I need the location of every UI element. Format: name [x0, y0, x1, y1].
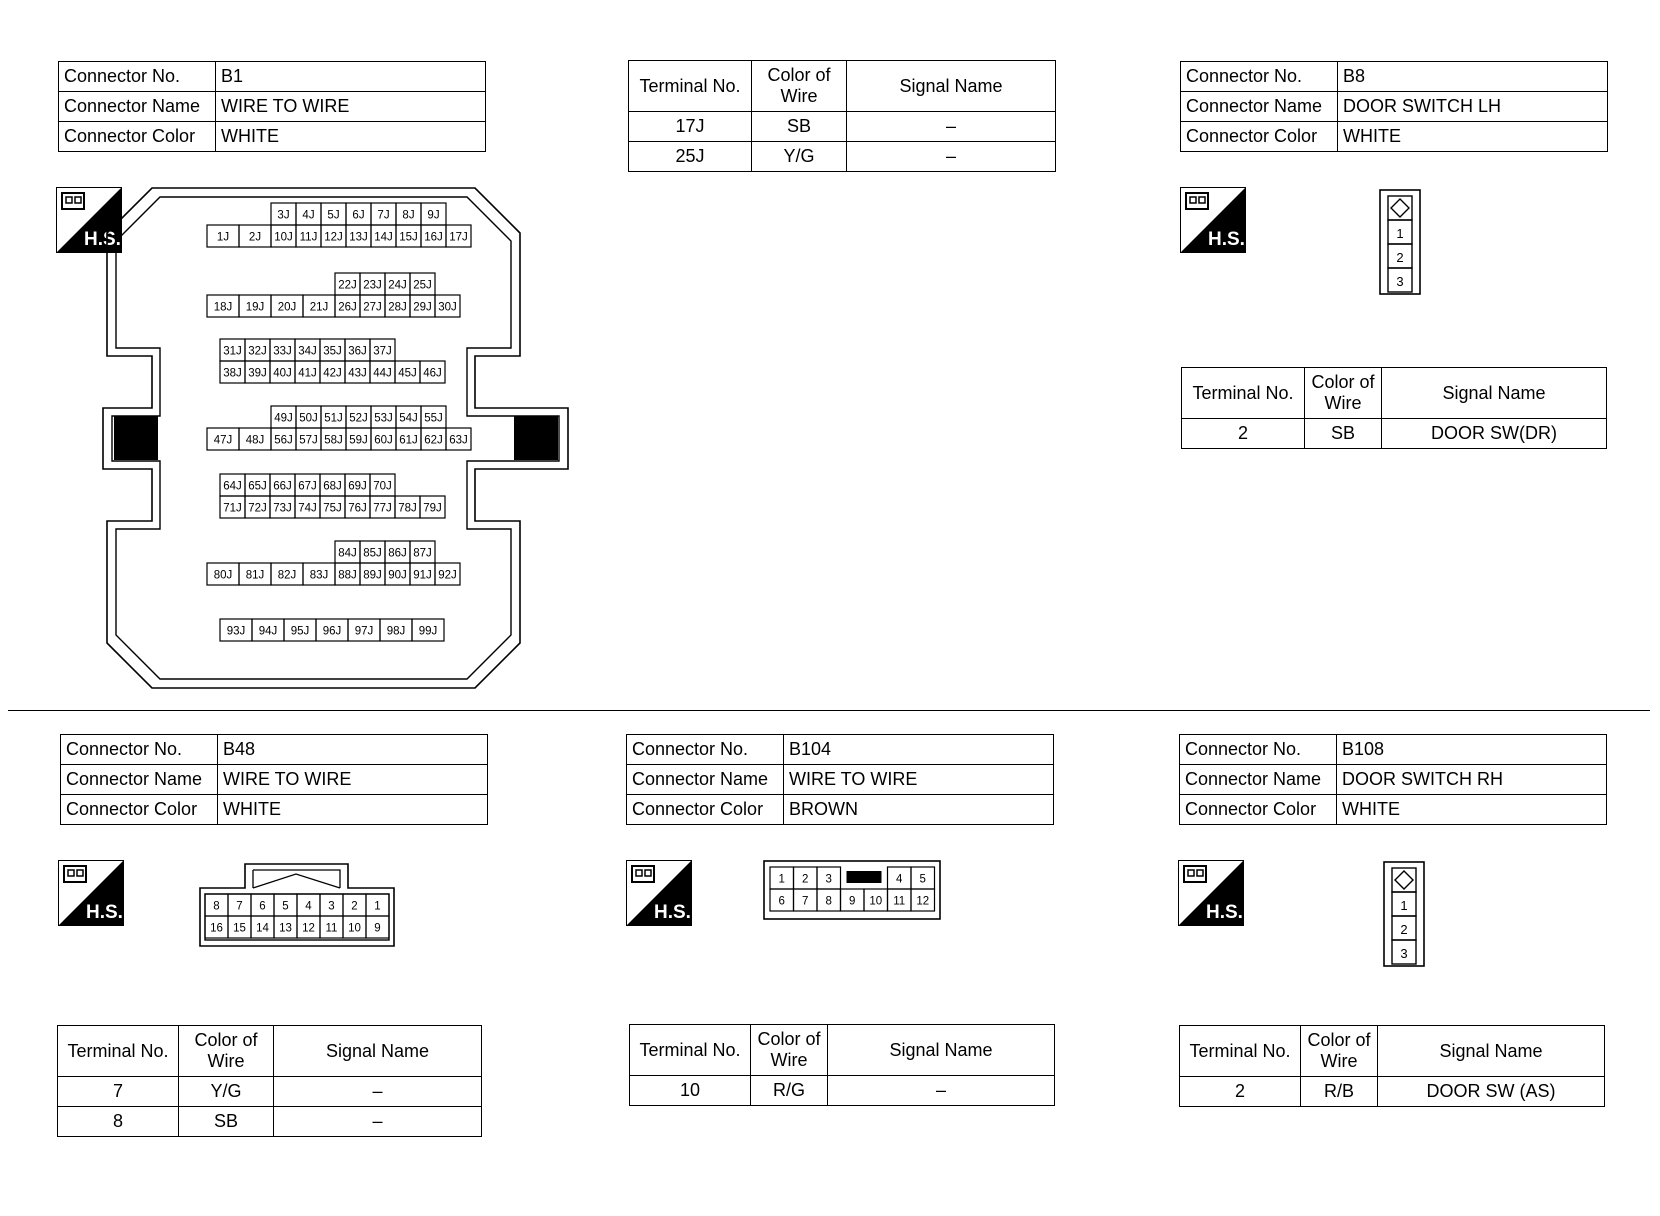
table-row	[58, 1077, 482, 1107]
table-row	[630, 1076, 1055, 1106]
pin-label: 25J	[413, 279, 432, 292]
connector-color-label: Connector Color	[61, 795, 218, 825]
signal-name-cell: –	[847, 142, 1056, 172]
hs-label: H.S.	[86, 902, 123, 923]
pin-label: 90J	[388, 569, 407, 582]
pin-label: 45J	[398, 367, 417, 380]
table-row	[58, 1107, 482, 1137]
terminal-no-cell: 7	[58, 1077, 179, 1107]
pin-label: 15	[233, 922, 246, 935]
pin-label: 16J	[424, 231, 443, 244]
pin-label: 22J	[338, 279, 357, 292]
connector-color-label: Connector Color	[59, 122, 216, 152]
pin-label: 21J	[309, 301, 329, 314]
pin-label: 73J	[273, 502, 292, 515]
pin-label: 94J	[258, 625, 278, 638]
pin-label: 19J	[245, 301, 265, 314]
pin-label: 63J	[449, 434, 468, 447]
pin-label: 50J	[299, 412, 318, 425]
wire-color-cell: R/G	[751, 1076, 828, 1106]
b1-connector-face	[100, 185, 575, 693]
pin-label: 47J	[213, 434, 233, 447]
pin-label: 2	[1396, 250, 1404, 265]
pin-label: 58J	[324, 434, 343, 447]
connector-color-label: Connector Color	[1180, 795, 1337, 825]
hs-icon	[1180, 187, 1246, 253]
pin-label: 15J	[399, 231, 418, 244]
pin-label: 69J	[348, 480, 367, 493]
pin-label: 32J	[248, 345, 267, 358]
pin-label: 74J	[298, 502, 317, 515]
b8-terminal-table	[1181, 367, 1607, 449]
pin-label: 16	[210, 922, 223, 935]
connector-no-value: B108	[1337, 735, 1607, 765]
b48-terminal-table	[57, 1025, 482, 1137]
pin-label: 12	[302, 922, 315, 935]
terminal-no-header: Terminal No.	[629, 61, 752, 112]
connector-no-value: B104	[784, 735, 1054, 765]
pin-label: 10J	[274, 231, 293, 244]
pin-label: 3J	[277, 209, 290, 222]
b48-pin-grid	[205, 894, 389, 938]
signal-name-header: Signal Name	[1378, 1026, 1605, 1077]
connector-no-label: Connector No.	[627, 735, 784, 765]
b104-info-table	[626, 734, 1054, 825]
pin-label: 14J	[374, 231, 393, 244]
connector-name-value: WIRE TO WIRE	[216, 92, 486, 122]
color-of-wire-header: Color of Wire	[1305, 368, 1382, 419]
terminal-no-cell: 10	[630, 1076, 751, 1106]
pin-label: 88J	[338, 569, 357, 582]
pin-label: 1	[778, 873, 785, 886]
pin-label: 7	[236, 900, 243, 913]
pin-label: 56J	[274, 434, 293, 447]
pin-label: 78J	[398, 502, 417, 515]
pin-label: 71J	[223, 502, 242, 515]
signal-name-cell: –	[847, 112, 1056, 142]
pin-label: 14	[256, 922, 269, 935]
pin-label: 12	[916, 895, 930, 908]
pin-label: 4	[305, 900, 312, 913]
pin-label: 36J	[348, 345, 367, 358]
pin-label: 86J	[388, 547, 407, 560]
pin-label: 9	[374, 922, 381, 935]
connector-no-label: Connector No.	[1181, 62, 1338, 92]
pin-label: 46J	[423, 367, 442, 380]
wire-color-cell: SB	[752, 112, 847, 142]
pin-label: 66J	[273, 480, 292, 493]
pin-label: 3	[328, 900, 335, 913]
pin-label: 42J	[323, 367, 342, 380]
pin-label: 10	[348, 922, 361, 935]
b48-info-table	[60, 734, 488, 825]
connector-no-value: B48	[218, 735, 488, 765]
connector-name-label: Connector Name	[61, 765, 218, 795]
connector-name-label: Connector Name	[1181, 92, 1338, 122]
wire-color-cell: Y/G	[179, 1077, 274, 1107]
pin-label: 61J	[399, 434, 418, 447]
pin-label: 1	[1400, 898, 1408, 913]
table-row	[629, 112, 1056, 142]
color-of-wire-header: Color of Wire	[751, 1025, 828, 1076]
terminal-no-cell: 17J	[629, 112, 752, 142]
pin-label: 6J	[352, 209, 365, 222]
hs-icon	[58, 860, 124, 926]
pin-label: 5	[919, 873, 926, 886]
b104-connector-face	[762, 859, 942, 921]
pin-label: 8	[213, 900, 220, 913]
pin-label: 4	[896, 873, 903, 886]
color-of-wire-header: Color of Wire	[1301, 1026, 1378, 1077]
hs-label: H.S.	[1208, 229, 1245, 250]
terminal-no-header: Terminal No.	[1180, 1026, 1301, 1077]
pin-label: 31J	[223, 345, 242, 358]
pin-label: 53J	[374, 412, 393, 425]
pin-label: 1	[374, 900, 381, 913]
pin-label: 35J	[323, 345, 342, 358]
pin-label: 27J	[363, 301, 382, 314]
pin-label: 84J	[338, 547, 357, 560]
pin-label: 62J	[424, 434, 443, 447]
pin-label: 6	[778, 895, 785, 908]
pin-label: 97J	[354, 625, 374, 638]
terminal-no-header: Terminal No.	[58, 1026, 179, 1077]
terminal-no-header: Terminal No.	[1182, 368, 1305, 419]
color-of-wire-header: Color of Wire	[179, 1026, 274, 1077]
pin-label: 7J	[377, 209, 390, 222]
pin-label: 5J	[327, 209, 340, 222]
signal-name-header: Signal Name	[274, 1026, 482, 1077]
signal-name-cell: –	[828, 1076, 1055, 1106]
pin-label: 83J	[309, 569, 329, 582]
pin-label: 2	[1400, 922, 1408, 937]
b1-info-table	[58, 61, 486, 152]
signal-name-header: Signal Name	[847, 61, 1056, 112]
pin-label: 64J	[223, 480, 242, 493]
pin-label: 67J	[298, 480, 317, 493]
pin-label: 2J	[248, 231, 262, 244]
pin-label: 70J	[373, 480, 392, 493]
connector-color-value: WHITE	[218, 795, 488, 825]
signal-name-cell: –	[274, 1077, 482, 1107]
pin-label: 10	[869, 895, 883, 908]
pin-label: 85J	[363, 547, 382, 560]
connector-no-label: Connector No.	[59, 62, 216, 92]
pin-label: 34J	[298, 345, 317, 358]
hs-icon	[626, 860, 692, 926]
terminal-no-cell: 2	[1182, 419, 1305, 449]
pin-label: 95J	[290, 625, 310, 638]
connector-color-value: WHITE	[216, 122, 486, 152]
connector-color-value: WHITE	[1338, 122, 1608, 152]
pin-label: 6	[259, 900, 266, 913]
connector-no-value: B1	[216, 62, 486, 92]
hs-icon	[1178, 860, 1244, 926]
pin-label: 65J	[248, 480, 267, 493]
pin-label: 76J	[348, 502, 367, 515]
connector-name-label: Connector Name	[59, 92, 216, 122]
wire-color-cell: SB	[1305, 419, 1382, 449]
pin-label: 99J	[418, 625, 438, 638]
pin-label: 28J	[388, 301, 407, 314]
pin-label: 92J	[438, 569, 457, 582]
pin-label: 5	[282, 900, 289, 913]
terminal-no-cell: 2	[1180, 1077, 1301, 1107]
pin-label: 91J	[413, 569, 432, 582]
table-row	[629, 142, 1056, 172]
terminal-no-header: Terminal No.	[630, 1025, 751, 1076]
signal-name-cell: DOOR SW (AS)	[1378, 1077, 1605, 1107]
table-row	[1182, 419, 1607, 449]
pin-label: 13J	[349, 231, 368, 244]
b1-lock-left	[114, 416, 158, 460]
pin-label: 39J	[248, 367, 267, 380]
hs-label: H.S.	[654, 902, 691, 923]
b1-lock-right	[514, 416, 558, 460]
b104-terminal-table	[629, 1024, 1055, 1106]
pin-label: 2	[351, 900, 358, 913]
pin-label: 18J	[213, 301, 233, 314]
connector-name-value: DOOR SWITCH LH	[1338, 92, 1608, 122]
pin-label: 23J	[363, 279, 382, 292]
pin-label: 75J	[323, 502, 342, 515]
connector-name-label: Connector Name	[627, 765, 784, 795]
pin-label: 54J	[399, 412, 418, 425]
blocked-cavity	[847, 871, 882, 883]
connector-color-value: WHITE	[1337, 795, 1607, 825]
b1-terminal-table	[628, 60, 1056, 172]
pin-label: 68J	[323, 480, 342, 493]
b48-connector-face	[198, 862, 398, 948]
pin-label: 20J	[277, 301, 297, 314]
pin-label: 13	[279, 922, 292, 935]
pin-label: 87J	[413, 547, 432, 560]
pin-label: 43J	[348, 367, 367, 380]
connector-color-label: Connector Color	[1181, 122, 1338, 152]
b8-info-table	[1180, 61, 1608, 152]
pin-label: 79J	[423, 502, 442, 515]
pin-label: 93J	[226, 625, 246, 638]
connector-name-value: WIRE TO WIRE	[784, 765, 1054, 795]
connector-name-value: WIRE TO WIRE	[218, 765, 488, 795]
pin-label: 1	[1396, 226, 1404, 241]
wire-color-cell: Y/G	[752, 142, 847, 172]
connector-no-label: Connector No.	[61, 735, 218, 765]
pin-label: 44J	[373, 367, 392, 380]
b8-connector-face	[1378, 188, 1422, 296]
pin-label: 30J	[438, 301, 457, 314]
hs-label: H.S.	[84, 229, 121, 250]
pin-label: 26J	[338, 301, 357, 314]
pin-label: 81J	[245, 569, 265, 582]
table-row	[1180, 1077, 1605, 1107]
pin-label: 57J	[299, 434, 318, 447]
pin-label: 17J	[449, 231, 468, 244]
pin-label: 9	[849, 895, 856, 908]
pin-label: 48J	[245, 434, 265, 447]
pin-label: 11	[893, 895, 906, 908]
pin-label: 29J	[413, 301, 432, 314]
pin-label: 52J	[349, 412, 368, 425]
pin-label: 59J	[349, 434, 368, 447]
pin-label: 96J	[322, 625, 342, 638]
pin-label: 98J	[386, 625, 406, 638]
pin-label: 3	[825, 873, 832, 886]
pin-label: 77J	[373, 502, 392, 515]
wire-color-cell: SB	[179, 1107, 274, 1137]
hs-label: H.S.	[1206, 902, 1243, 923]
pin-label: 89J	[363, 569, 382, 582]
pin-label: 1J	[216, 231, 230, 244]
pin-label: 38J	[223, 367, 242, 380]
color-of-wire-header: Color of Wire	[752, 61, 847, 112]
pin-label: 82J	[277, 569, 297, 582]
pin-label: 4J	[302, 209, 315, 222]
pin-label: 3	[1400, 946, 1408, 961]
pin-label: 11	[325, 922, 338, 935]
signal-name-header: Signal Name	[1382, 368, 1607, 419]
pin-label: 2	[802, 873, 809, 886]
connector-color-value: BROWN	[784, 795, 1054, 825]
pin-label: 7	[802, 895, 809, 908]
terminal-no-cell: 8	[58, 1107, 179, 1137]
connector-no-label: Connector No.	[1180, 735, 1337, 765]
pin-label: 8	[825, 895, 832, 908]
signal-name-cell: –	[274, 1107, 482, 1137]
signal-name-header: Signal Name	[828, 1025, 1055, 1076]
pin-label: 9J	[427, 209, 440, 222]
connector-name-label: Connector Name	[1180, 765, 1337, 795]
pin-label: 24J	[388, 279, 407, 292]
b108-connector-face	[1382, 860, 1426, 968]
connector-no-value: B8	[1338, 62, 1608, 92]
pin-label: 55J	[424, 412, 443, 425]
connector-name-value: DOOR SWITCH RH	[1337, 765, 1607, 795]
b1-pin-grid	[207, 203, 471, 641]
b104-pin-grid	[770, 867, 935, 911]
pin-label: 72J	[248, 502, 267, 515]
pin-label: 33J	[273, 345, 292, 358]
section-divider	[8, 710, 1650, 711]
pin-label: 12J	[324, 231, 343, 244]
pin-label: 8J	[402, 209, 415, 222]
pin-label: 80J	[213, 569, 233, 582]
pin-label: 40J	[273, 367, 292, 380]
pin-label: 49J	[274, 412, 293, 425]
pin-label: 60J	[374, 434, 393, 447]
pin-label: 3	[1396, 274, 1404, 289]
pin-label: 11J	[299, 231, 318, 244]
connector-color-label: Connector Color	[627, 795, 784, 825]
b108-terminal-table	[1179, 1025, 1605, 1107]
signal-name-cell: DOOR SW(DR)	[1382, 419, 1607, 449]
pin-label: 37J	[373, 345, 392, 358]
pin-label: 51J	[324, 412, 343, 425]
pin-label: 41J	[298, 367, 317, 380]
wire-color-cell: R/B	[1301, 1077, 1378, 1107]
b108-info-table	[1179, 734, 1607, 825]
terminal-no-cell: 25J	[629, 142, 752, 172]
